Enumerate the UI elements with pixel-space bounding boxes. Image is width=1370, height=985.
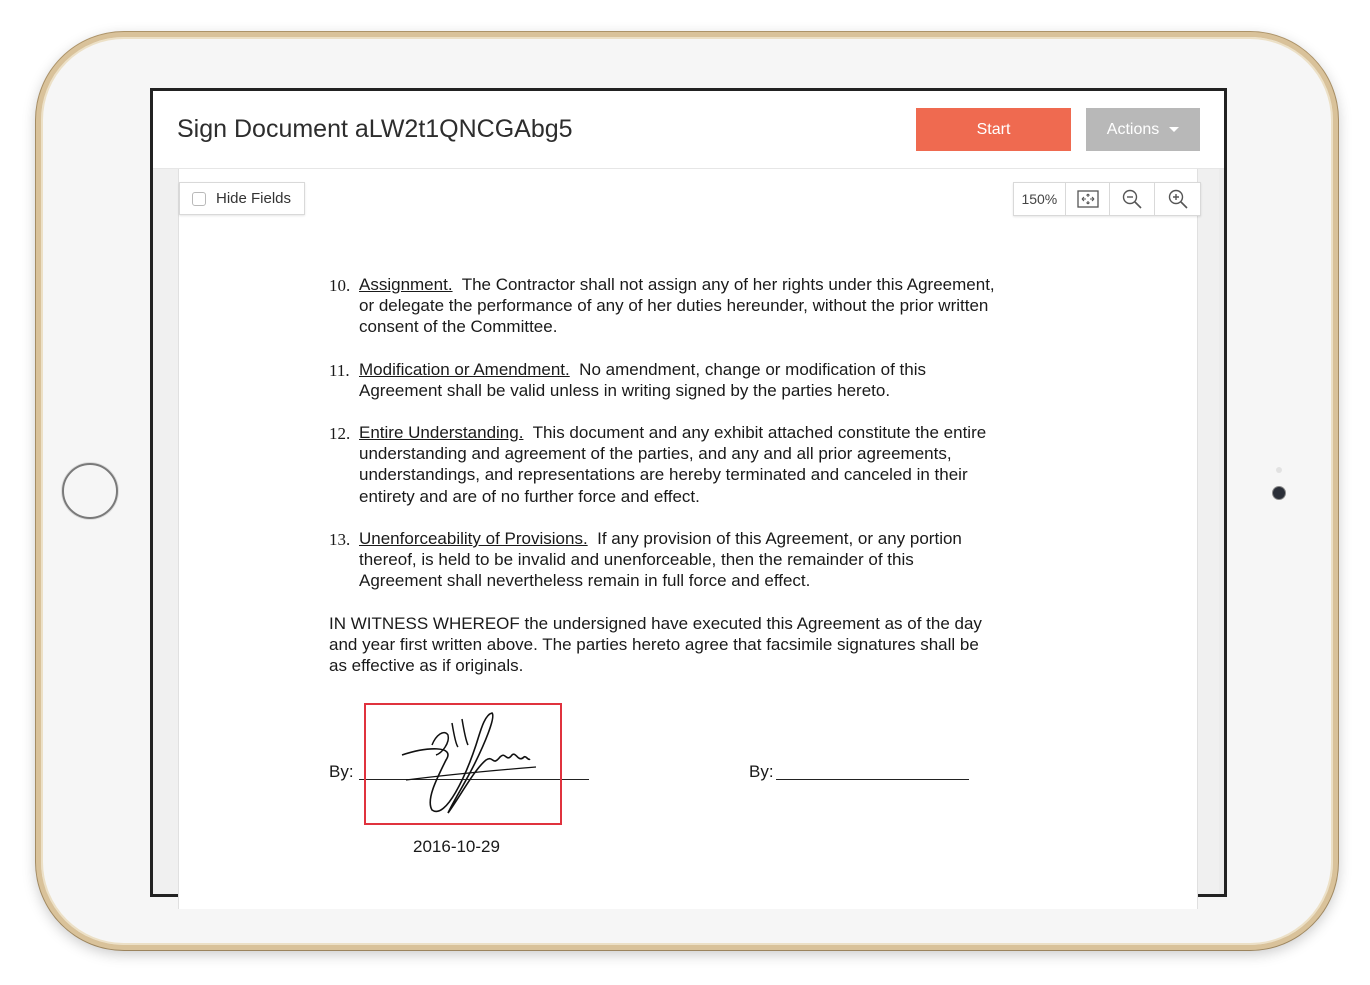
scrollbar[interactable] [1219, 169, 1224, 894]
clause-11 [359, 359, 926, 401]
clause-number: 10. [329, 276, 351, 295]
witness-paragraph [329, 613, 982, 677]
actions-button-label: Actions [1106, 120, 1160, 138]
witness-line: IN WITNESS WHEREOF the undersigned have executed this Agreement as of the day [329, 614, 982, 633]
signature-field[interactable] [364, 703, 562, 825]
front-camera [1272, 486, 1286, 500]
home-button[interactable] [62, 463, 118, 519]
clause-line: The Contractor shall not assign any of her rights under this Agreement, [461, 275, 995, 294]
document-page [178, 149, 1198, 909]
clause-line: consent of the Committee. [359, 317, 558, 337]
signature-drawing [366, 705, 560, 823]
by-label-right: By: [749, 762, 774, 781]
clause-10 [359, 274, 995, 338]
zoom-toolbar [1013, 182, 1201, 216]
clause-heading: Unenforceability of Provisions. [359, 529, 588, 548]
light-sensor [1276, 467, 1282, 473]
caret-down-icon [1169, 127, 1179, 132]
witness-line: as effective as if originals. [329, 656, 524, 676]
clause-number: 11. [329, 361, 350, 380]
fit-to-screen-icon [1077, 190, 1099, 208]
zoom-level: 150% [1014, 183, 1066, 215]
clause-13 [359, 528, 962, 592]
hide-fields-toggle[interactable] [179, 182, 305, 215]
zoom-out-button[interactable] [1110, 183, 1155, 215]
clause-line: This document and any exhibit attached constitute the entire [532, 423, 987, 442]
clause-heading: Entire Understanding. [359, 423, 524, 442]
clause-line: understandings, and representations are hereby terminated and canceled in their [359, 465, 968, 485]
clause-number: 12. [329, 424, 351, 443]
by-label-left: By: [329, 762, 354, 781]
fit-to-screen-button[interactable] [1066, 183, 1111, 215]
start-button-label: Start [976, 120, 1011, 138]
clause-line: Agreement shall be valid unless in writing signed by the parties hereto. [359, 381, 891, 401]
clause-line: entirety and are of no further force and effect. [359, 486, 700, 506]
clause-heading: Modification or Amendment. [359, 360, 570, 379]
app-header [153, 91, 1224, 169]
zoom-in-button[interactable] [1155, 183, 1200, 215]
page-title: Sign Document aLW2t1QNCGAbg5 [177, 115, 573, 143]
clause-12 [359, 422, 986, 507]
zoom-in-icon [1168, 189, 1188, 209]
hide-fields-label: Hide Fields [216, 190, 292, 207]
clause-number: 13. [329, 530, 351, 549]
clause-line: Agreement shall nevertheless remain in full force and effect. [359, 571, 811, 591]
signature-line-right [776, 779, 969, 780]
document-viewer[interactable] [153, 169, 1224, 894]
clause-line: thereof, is held to be invalid and unenforceable, then the remainder of this [359, 550, 914, 570]
signature-date: 2016-10-29 [413, 837, 500, 856]
clause-line: No amendment, change or modification of this [579, 360, 926, 379]
zoom-out-icon [1122, 189, 1142, 209]
actions-button[interactable] [1086, 108, 1200, 151]
clause-line: understanding and agreement of the parties, and any and all prior agreements, [359, 444, 952, 464]
clause-line: If any provision of this Agreement, or any portion [597, 529, 962, 548]
hide-fields-checkbox[interactable] [192, 192, 206, 206]
clause-line: or delegate the performance of any of her duties hereunder, without the prior written [359, 296, 989, 316]
start-button[interactable] [916, 108, 1071, 151]
app-screen [150, 88, 1227, 897]
witness-line: and year first written above. The parties hereto agree that facsimile signatures shall be [329, 635, 979, 655]
clause-heading: Assignment. [359, 275, 453, 294]
